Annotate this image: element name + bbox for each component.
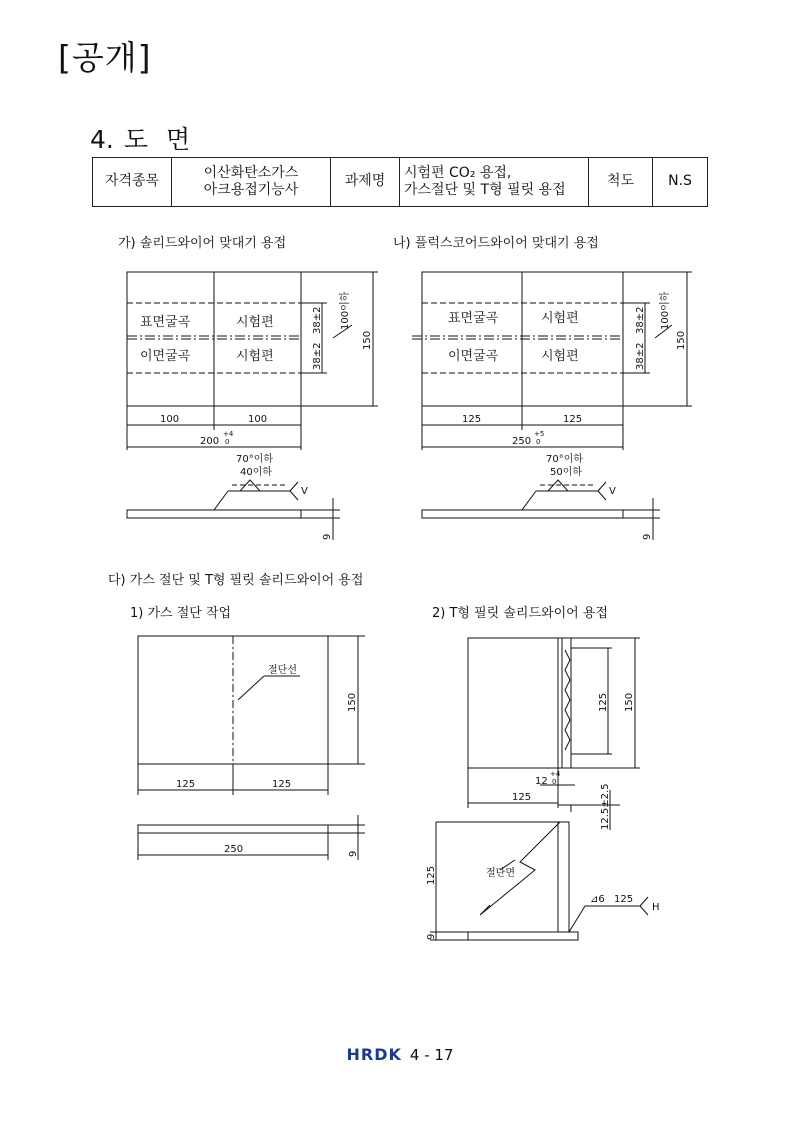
drawing-b-dim-height: 150	[676, 330, 687, 350]
drawing-c2-dim-height: 150	[624, 692, 635, 712]
drawing-c2-dim-offset-tol2: 0	[552, 778, 557, 786]
task-value-2: 가스절단 및 T형 필릿 용접	[404, 182, 566, 198]
drawing-a-dim-strip-1: 38±2	[312, 306, 323, 334]
drawing-a-dim-width-1: 100	[160, 414, 180, 425]
page-label: [공개]	[58, 38, 152, 77]
scale-value: N.S	[653, 158, 708, 207]
section-number: 4.	[90, 125, 114, 154]
drawing-c2-dim-width: 125	[512, 792, 532, 803]
scale-label: 척도	[589, 158, 653, 207]
drawing-a-bottom-left: 이면굴곡	[140, 349, 191, 364]
drawing-c1-dim-total: 250	[224, 844, 244, 855]
drawing-c2-dim-inner-height: 125	[598, 692, 609, 712]
drawing-a-heading: 가) 솔리드와이어 맞대기 용접	[118, 236, 287, 251]
drawing-a-weld-note-2: 40이하	[240, 467, 273, 478]
drawing-b-bottom-left: 이면굴곡	[448, 349, 499, 364]
drawing-b-dim-width-2: 125	[563, 414, 583, 425]
drawing-a-dim-total-tol2: 0	[225, 438, 230, 446]
drawing-c1-dim-thickness: 9	[348, 850, 359, 857]
task-label: 과제명	[331, 158, 400, 207]
drawing-c2-dim-offset: 12	[535, 776, 548, 787]
drawing-c1-cut-line-label: 절단선	[268, 665, 297, 676]
drawing-c2-heading: 2) T형 필릿 솔리드와이어 용접	[432, 606, 608, 621]
drawing-c2-weld-length: 125	[614, 894, 634, 905]
section-title-b: 면	[166, 125, 191, 154]
drawing-b-top-left: 표면굴곡	[448, 311, 499, 326]
drawing-b-dim-strip-2: 38±2	[635, 342, 646, 370]
drawing-a-dim-strip-2: 38±2	[312, 342, 323, 370]
drawing-b-section	[422, 480, 623, 518]
drawing-a-dim-total-tol: +4	[223, 430, 234, 438]
drawing-c2-plate	[468, 638, 640, 830]
drawing-a-dim-leader: 100이하	[340, 291, 351, 330]
drawing-c2-weld-symbol: H	[652, 902, 660, 913]
drawing-a-dim-thickness: 9	[322, 533, 333, 540]
drawing-c1-dim-width-1: 125	[176, 779, 196, 790]
drawing-b-weld-note-1: 70°이하	[546, 454, 584, 465]
drawing-c2-dim-offset-tol: +4	[550, 770, 561, 778]
drawing-b-top-right: 시험편	[541, 311, 579, 326]
drawing-b-dim-width-1: 125	[462, 414, 482, 425]
qualification-value-1: 이산화탄소가스	[203, 164, 299, 181]
drawing-c2-dim-thickness: 9	[426, 933, 437, 940]
drawing-c1-heading: 1) 가스 절단 작업	[130, 606, 232, 621]
qualification-label: 자격종목	[93, 158, 172, 207]
drawing-b-dim-total: 250	[512, 436, 532, 447]
drawing-c2-cut-face-label: 절단면	[486, 868, 515, 879]
drawing-c2-dim-edge: 12.5±2.5	[600, 783, 611, 830]
page-number: 4 - 17	[409, 1046, 454, 1064]
drawing-c1-dim-height: 150	[347, 692, 358, 712]
drawing-c1-dim-width-2: 125	[272, 779, 292, 790]
drawing-a-plate	[127, 272, 301, 406]
drawing-a-section	[127, 480, 301, 518]
footer	[0, 1045, 800, 1064]
drawing-b-dim-leader: 100이하	[660, 291, 671, 330]
qualification-value-2: 아크용접기능사	[203, 182, 299, 198]
drawing-c2-weld-size: ⊿6	[590, 894, 605, 905]
drawing-b-dim-thickness: 9	[642, 533, 653, 540]
drawing-b-dim-strip-1: 38±2	[635, 306, 646, 334]
drawing-a-dim-total: 200	[200, 436, 220, 447]
drawing-a-bottom-right: 시험편	[236, 349, 274, 364]
drawing-a-dim-height: 150	[362, 330, 373, 350]
drawing-b-dim-total-tol: +5	[534, 430, 545, 438]
drawing-a-dim-width-2: 100	[248, 414, 268, 425]
drawing-c2-section	[430, 822, 648, 940]
drawing-b-heading: 나) 플럭스코어드와이어 맞대기 용접	[393, 236, 599, 251]
drawing-c1-plate	[138, 636, 365, 860]
drawing-c2-dim-section-height: 125	[426, 865, 437, 885]
task-value-1: 시험편 CO₂ 용접,	[404, 164, 512, 181]
drawing-b-dim-total-tol2: 0	[536, 438, 541, 446]
drawing-a-top-left: 표면굴곡	[140, 315, 191, 330]
section-title-a: 도	[123, 125, 149, 154]
drawing-b-weld-note-2: 50이하	[550, 467, 583, 478]
drawing-b-weld-symbol: V	[609, 486, 616, 497]
drawing-a-top-right: 시험편	[236, 315, 274, 330]
hrdk-logo: HRDK	[346, 1045, 402, 1064]
drawing-c-heading: 다) 가스 절단 및 T형 필릿 솔리드와이어 용접	[108, 573, 364, 588]
drawing-b-bottom-right: 시험편	[541, 349, 579, 364]
drawing-a-weld-symbol: V	[301, 486, 308, 497]
drawing-a-weld-note-1: 70°이하	[236, 454, 274, 465]
drawing-b-plate	[412, 272, 623, 406]
